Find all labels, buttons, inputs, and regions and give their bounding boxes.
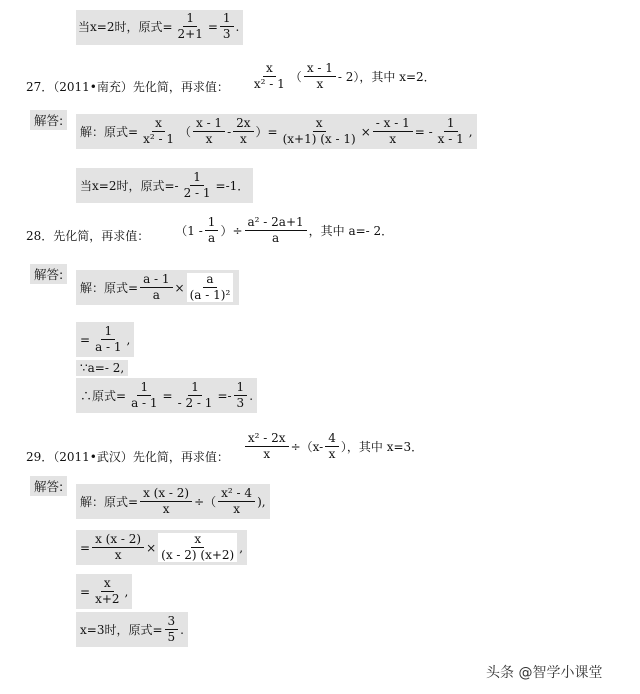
text: = xyxy=(207,19,218,34)
fraction: $\frac{1}{a}$ xyxy=(205,216,219,245)
problem-text: 27．（2011•南充）先化简，再求值： xyxy=(26,80,229,94)
answer-label: 解答: xyxy=(30,264,67,284)
text: . xyxy=(235,19,240,34)
fraction: $\frac{x}{x+2}$ xyxy=(95,576,120,606)
problem-27-heading xyxy=(26,58,436,95)
fraction: $\frac{2x}{x}$ xyxy=(233,117,253,146)
text: （ xyxy=(289,70,302,84)
problem-29-heading xyxy=(26,428,423,465)
fraction: $\frac{x (x - 2)}{x}$ xyxy=(140,487,192,516)
text: × xyxy=(174,280,185,295)
text: , xyxy=(239,540,244,555)
text: =-1． xyxy=(215,179,250,193)
text: = xyxy=(80,584,91,599)
text: = xyxy=(80,540,91,555)
text: ÷（x- xyxy=(290,440,324,454)
text: 当x=2时，原式= xyxy=(78,20,173,34)
text: × xyxy=(146,540,157,555)
text: = - xyxy=(414,124,433,139)
answer-label: 解答: xyxy=(30,476,67,496)
problem-text: 28．先化简，再求值： xyxy=(26,229,150,243)
text: ）÷ xyxy=(220,224,243,238)
text: = xyxy=(80,332,91,347)
solution-step xyxy=(76,530,247,565)
text: . xyxy=(180,622,184,637)
text: 解：原式= xyxy=(80,281,139,295)
solution-step xyxy=(76,114,477,149)
solution-step xyxy=(76,484,270,519)
text: ÷（ xyxy=(194,495,217,509)
fraction: $\frac{1}{- 2 - 1}$ xyxy=(177,380,213,410)
fraction: $\frac{x - 1}{x}$ xyxy=(304,62,336,91)
solution-step xyxy=(76,378,257,413)
text: - xyxy=(227,124,232,139)
fraction: $\frac{x - 1}{x}$ xyxy=(193,117,225,146)
fraction: $\frac{1}{x - 1}$ xyxy=(437,116,464,146)
problem-28-heading xyxy=(26,216,393,245)
fraction: $\frac{4}{x}$ xyxy=(325,432,339,461)
watermark-text: 头条 @智学小课堂 xyxy=(486,665,603,681)
text: , xyxy=(468,124,473,139)
fraction: $\frac{1}{3}$ xyxy=(234,381,248,410)
answer-label: 解答: xyxy=(30,110,67,130)
fraction: $\frac{x (x - 2)}{x}$ xyxy=(92,533,144,562)
fraction: $\frac{\text{x² - 4}}{x}$ xyxy=(218,487,255,516)
fraction: $\frac{1}{3}$ xyxy=(220,12,234,41)
text: , xyxy=(124,584,129,599)
fraction: $\frac{\text{a² - 2a+1}}{a}$ xyxy=(245,216,307,245)
text: , xyxy=(126,332,131,347)
text: 解：原式= xyxy=(80,125,139,139)
fraction: $\frac{1}{2+1}$ xyxy=(177,11,203,41)
text: ∴原式= xyxy=(80,389,127,403)
text: ), xyxy=(257,494,266,509)
fraction: $\frac{1}{2 - 1}$ xyxy=(183,170,211,200)
fraction: $\frac{x}{\text{x² - 1}}$ xyxy=(143,116,174,146)
solution-step xyxy=(76,612,188,647)
fraction: $\frac{a - 1}{a}$ xyxy=(140,273,172,302)
text: . xyxy=(249,388,254,403)
solution-step xyxy=(76,168,253,203)
text: （1 - xyxy=(175,224,203,238)
fraction: $\frac{1}{a - 1}$ xyxy=(131,380,158,410)
text: ）= xyxy=(255,125,278,139)
text: × xyxy=(360,124,371,139)
solution-step xyxy=(76,270,239,305)
fraction: $\frac{1}{a - 1}$ xyxy=(95,324,122,354)
text: =- xyxy=(217,388,232,403)
solution-step: ∵a=- 2, xyxy=(76,360,128,376)
text: x=3时，原式= xyxy=(80,623,163,637)
text: 解：原式= xyxy=(80,495,139,509)
fraction: $\frac{\text{x² - 2x}}{x}$ xyxy=(245,432,289,461)
fraction: $\frac{x}{\text{x² - 1}}$ xyxy=(253,61,285,91)
text: （ xyxy=(178,125,191,139)
fraction: $\frac{3}{5}$ xyxy=(165,615,179,644)
fraction: $\frac{x}{(x - 2) (x+2)}$ xyxy=(158,533,237,562)
problem-text: 29．（2011•武汉）先化简，再求值： xyxy=(26,450,229,464)
text: - 2），其中 x=2． xyxy=(337,70,436,84)
step-line xyxy=(76,10,243,45)
fraction: $\frac{a}{\text{(a - 1)²}}$ xyxy=(187,273,234,302)
fraction: $\frac{x}{(x+1) (x - 1)}$ xyxy=(282,116,356,146)
text: = xyxy=(162,388,173,403)
text: 当x=2时，原式=- xyxy=(80,179,179,193)
solution-step xyxy=(76,322,134,357)
fraction: $\frac{- x - 1}{x}$ xyxy=(373,117,413,146)
text: ，其中 a=- 2． xyxy=(308,224,394,238)
text: ），其中 x=3． xyxy=(340,440,424,454)
solution-step xyxy=(76,574,132,609)
